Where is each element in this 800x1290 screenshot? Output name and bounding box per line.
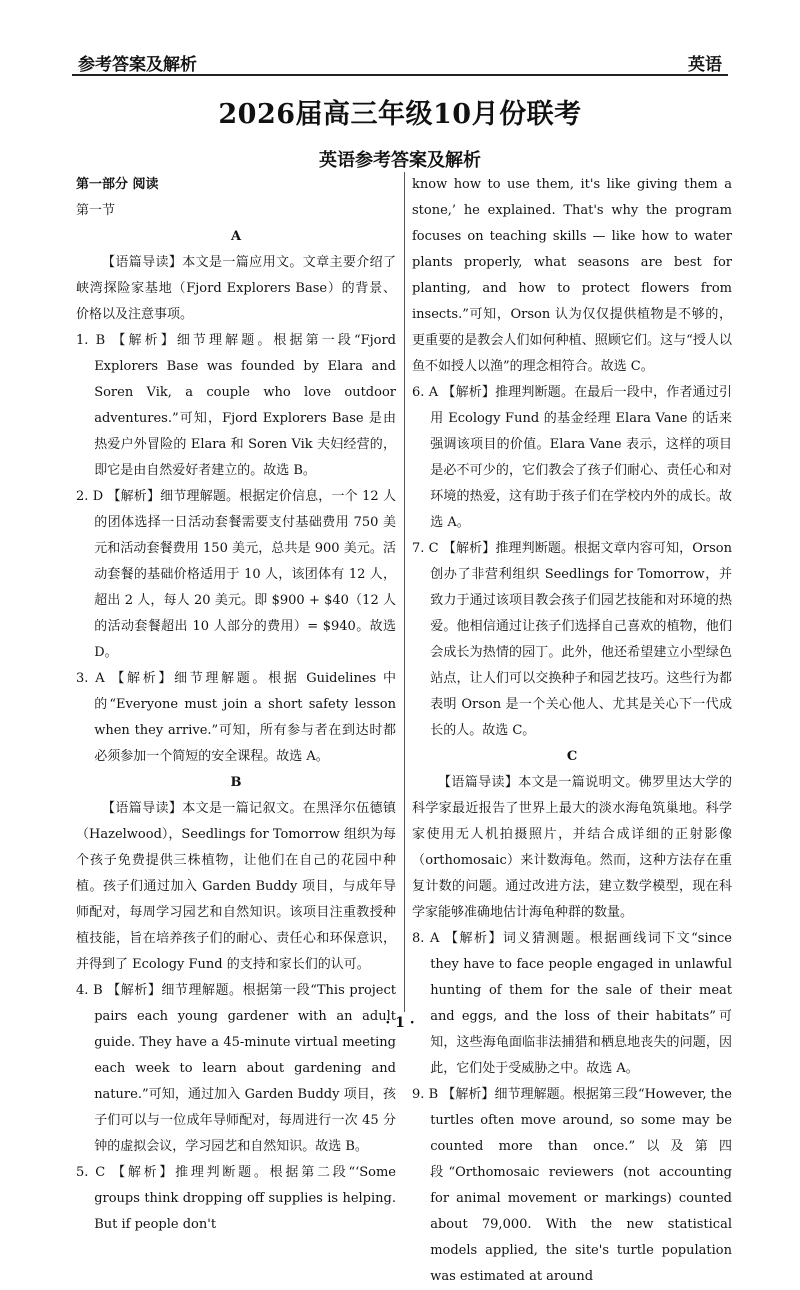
left-column-item-block: 1. B 【解析】细节理解题。根据第一段“Fjord Explorers Base was founded by Elara and Soren Vik, a couple who love outdoor adventures.”可知，Fjord Explorers Base 是由热爱户外冒险的 Elara 和 Soren Vik 夫妇经营的，即它是由自然爱好者建立的。故选 B。 bbox=[76, 333, 396, 478]
page-number: · 1 · bbox=[385, 1015, 415, 1031]
left-column bbox=[76, 172, 396, 1238]
right-column-item-block: 9. B 【解析】细节理解题。根据第三段“However, the turtles often move around, so some may be counted more than once.”以及第四段“Orthomosaic reviewers (not accounting for animal movement or markings) counted about 79,000. With the new statistical models applied, the site's turtle population was estimated at around bbox=[412, 1087, 732, 1284]
right-column bbox=[412, 172, 732, 1290]
right-column-section-block: C bbox=[566, 749, 578, 764]
column-divider bbox=[404, 172, 405, 1012]
header-right-label: 英语 bbox=[688, 55, 722, 75]
document-subtitle: 英语参考答案及解析 bbox=[319, 150, 481, 171]
left-column-item-block: 5. C 【解析】推理判断题。根据第二段“‘Some groups think dropping off supplies is helping. But if people don't bbox=[76, 1165, 396, 1232]
document-title: 2026届高三年级10月份联考 bbox=[218, 99, 582, 130]
left-column-indent-block: 【语篇导读】本文是一篇记叙文。在黑泽尔伍德镇（Hazelwood），Seedlings for Tomorrow 组织为每个孩子免费提供三株植物，让他们在自己的花园中种植。孩子们通过加入 Garden Buddy 项目，与成年导师配对，每周学习园艺和自然知识。该项目注重教授种植技能，旨在培养孩子们的耐心、责任心和环保意识，并得到了 Ecology Fund 的支持和家长们的认可。 bbox=[76, 801, 396, 972]
left-column-indent-block: 【语篇导读】本文是一篇应用文。文章主要介绍了峡湾探险家基地（Fjord Explorers Base）的背景、价格以及注意事项。 bbox=[76, 255, 396, 322]
right-column-plain-block: know how to use them, it's like giving them a stone,’ he explained. That's why the program focuses on teaching skills — like how to water plants properly, what seasons are best for planting, and how to protect flowers from insects.”可知，Orson 认为仅仅提供植物是不够的，更重要的是教会人们如何种植、照顾它们。这与“授人以鱼不如授人以渔”的理念相符合。故选 C。 bbox=[412, 177, 732, 374]
left-column-plain-block: 第一节 bbox=[76, 203, 116, 218]
left-column-heading-block: 第一部分 阅读 bbox=[76, 177, 159, 192]
page-header bbox=[72, 48, 728, 76]
right-column-indent-block: 【语篇导读】本文是一篇说明文。佛罗里达大学的科学家最近报告了世界上最大的淡水海龟筑巢地。科学家使用无人机拍摄照片，并结合成详细的正射影像（orthomosaic）来计数海龟。然而，这种方法存在重复计数的问题。通过改进方法，建立数学模型，现在科学家能够准确地估计海龟种群的数量。 bbox=[412, 775, 732, 920]
header-left-label: 参考答案及解析 bbox=[78, 55, 197, 75]
right-column-item-block: 8. A 【解析】词义猜测题。根据画线词下文“since they have to face people engaged in unlawful hunting of them for the sale of their meat and eggs, and the loss of their habitats”可知，这些海龟面临非法捕猎和栖息地丧失的问题，因此，它们处于受威胁之中。故选 A。 bbox=[412, 931, 732, 1076]
left-column-section-block: A bbox=[230, 229, 242, 244]
left-column-item-block: 3. A 【解析】细节理解题。根据 Guidelines 中的“Everyone must join a short safety lesson when they arrive.”可知，所有参与者在到达时都必须参加一个简短的安全课程。故选 A。 bbox=[76, 671, 396, 764]
left-column-item-block: 2. D 【解析】细节理解题。根据定价信息，一个 12 人的团体选择一日活动套餐需要支付基础费用 750 美元和活动套餐费用 150 美元，总共是 900 美元。活动套餐的基础价格适用于 10 人，该团体有 12 人，超出 2 人，每人 20 美元。即 $900 + $40（12 人的活动套餐超出 10 人部分的费用）= $940。故选 D。 bbox=[76, 489, 396, 660]
right-column-item-block: 6. A 【解析】推理判断题。在最后一段中，作者通过引用 Ecology Fund 的基金经理 Elara Vane 的话来强调该项目的价值。Elara Vane 表示，这样的项目是必不可少的，它们教会了孩子们耐心、责任心和对环境的热爱，这有助于孩子们在学校内外的成长。故选 A。 bbox=[412, 385, 732, 530]
right-column-item-block: 7. C 【解析】推理判断题。根据文章内容可知，Orson 创办了非营利组织 Seedlings for Tomorrow，并致力于通过该项目教会孩子们园艺技能和对环境的热爱。他相信通过让孩子们选择自己喜欢的植物，他们会成长为热情的园丁。此外，他还希望建立小型绿色站点，让人们可以交换种子和园艺技巧。这些行为都表明 Orson 是一个关心他人、尤其是关心下一代成长的人。故选 C。 bbox=[412, 541, 732, 738]
left-column-item-block: 4. B 【解析】细节理解题。根据第一段“This project pairs each young gardener with an adult guide. They have a 45-minute virtual meeting each week to learn about gardening and nature.”可知，通过加入 Garden Buddy 项目，孩子们可以与一位成年导师配对，每周进行一次 45 分钟的虚拟会议，学习园艺和自然知识。故选 B。 bbox=[76, 983, 396, 1154]
left-column-section-block: B bbox=[230, 775, 242, 790]
